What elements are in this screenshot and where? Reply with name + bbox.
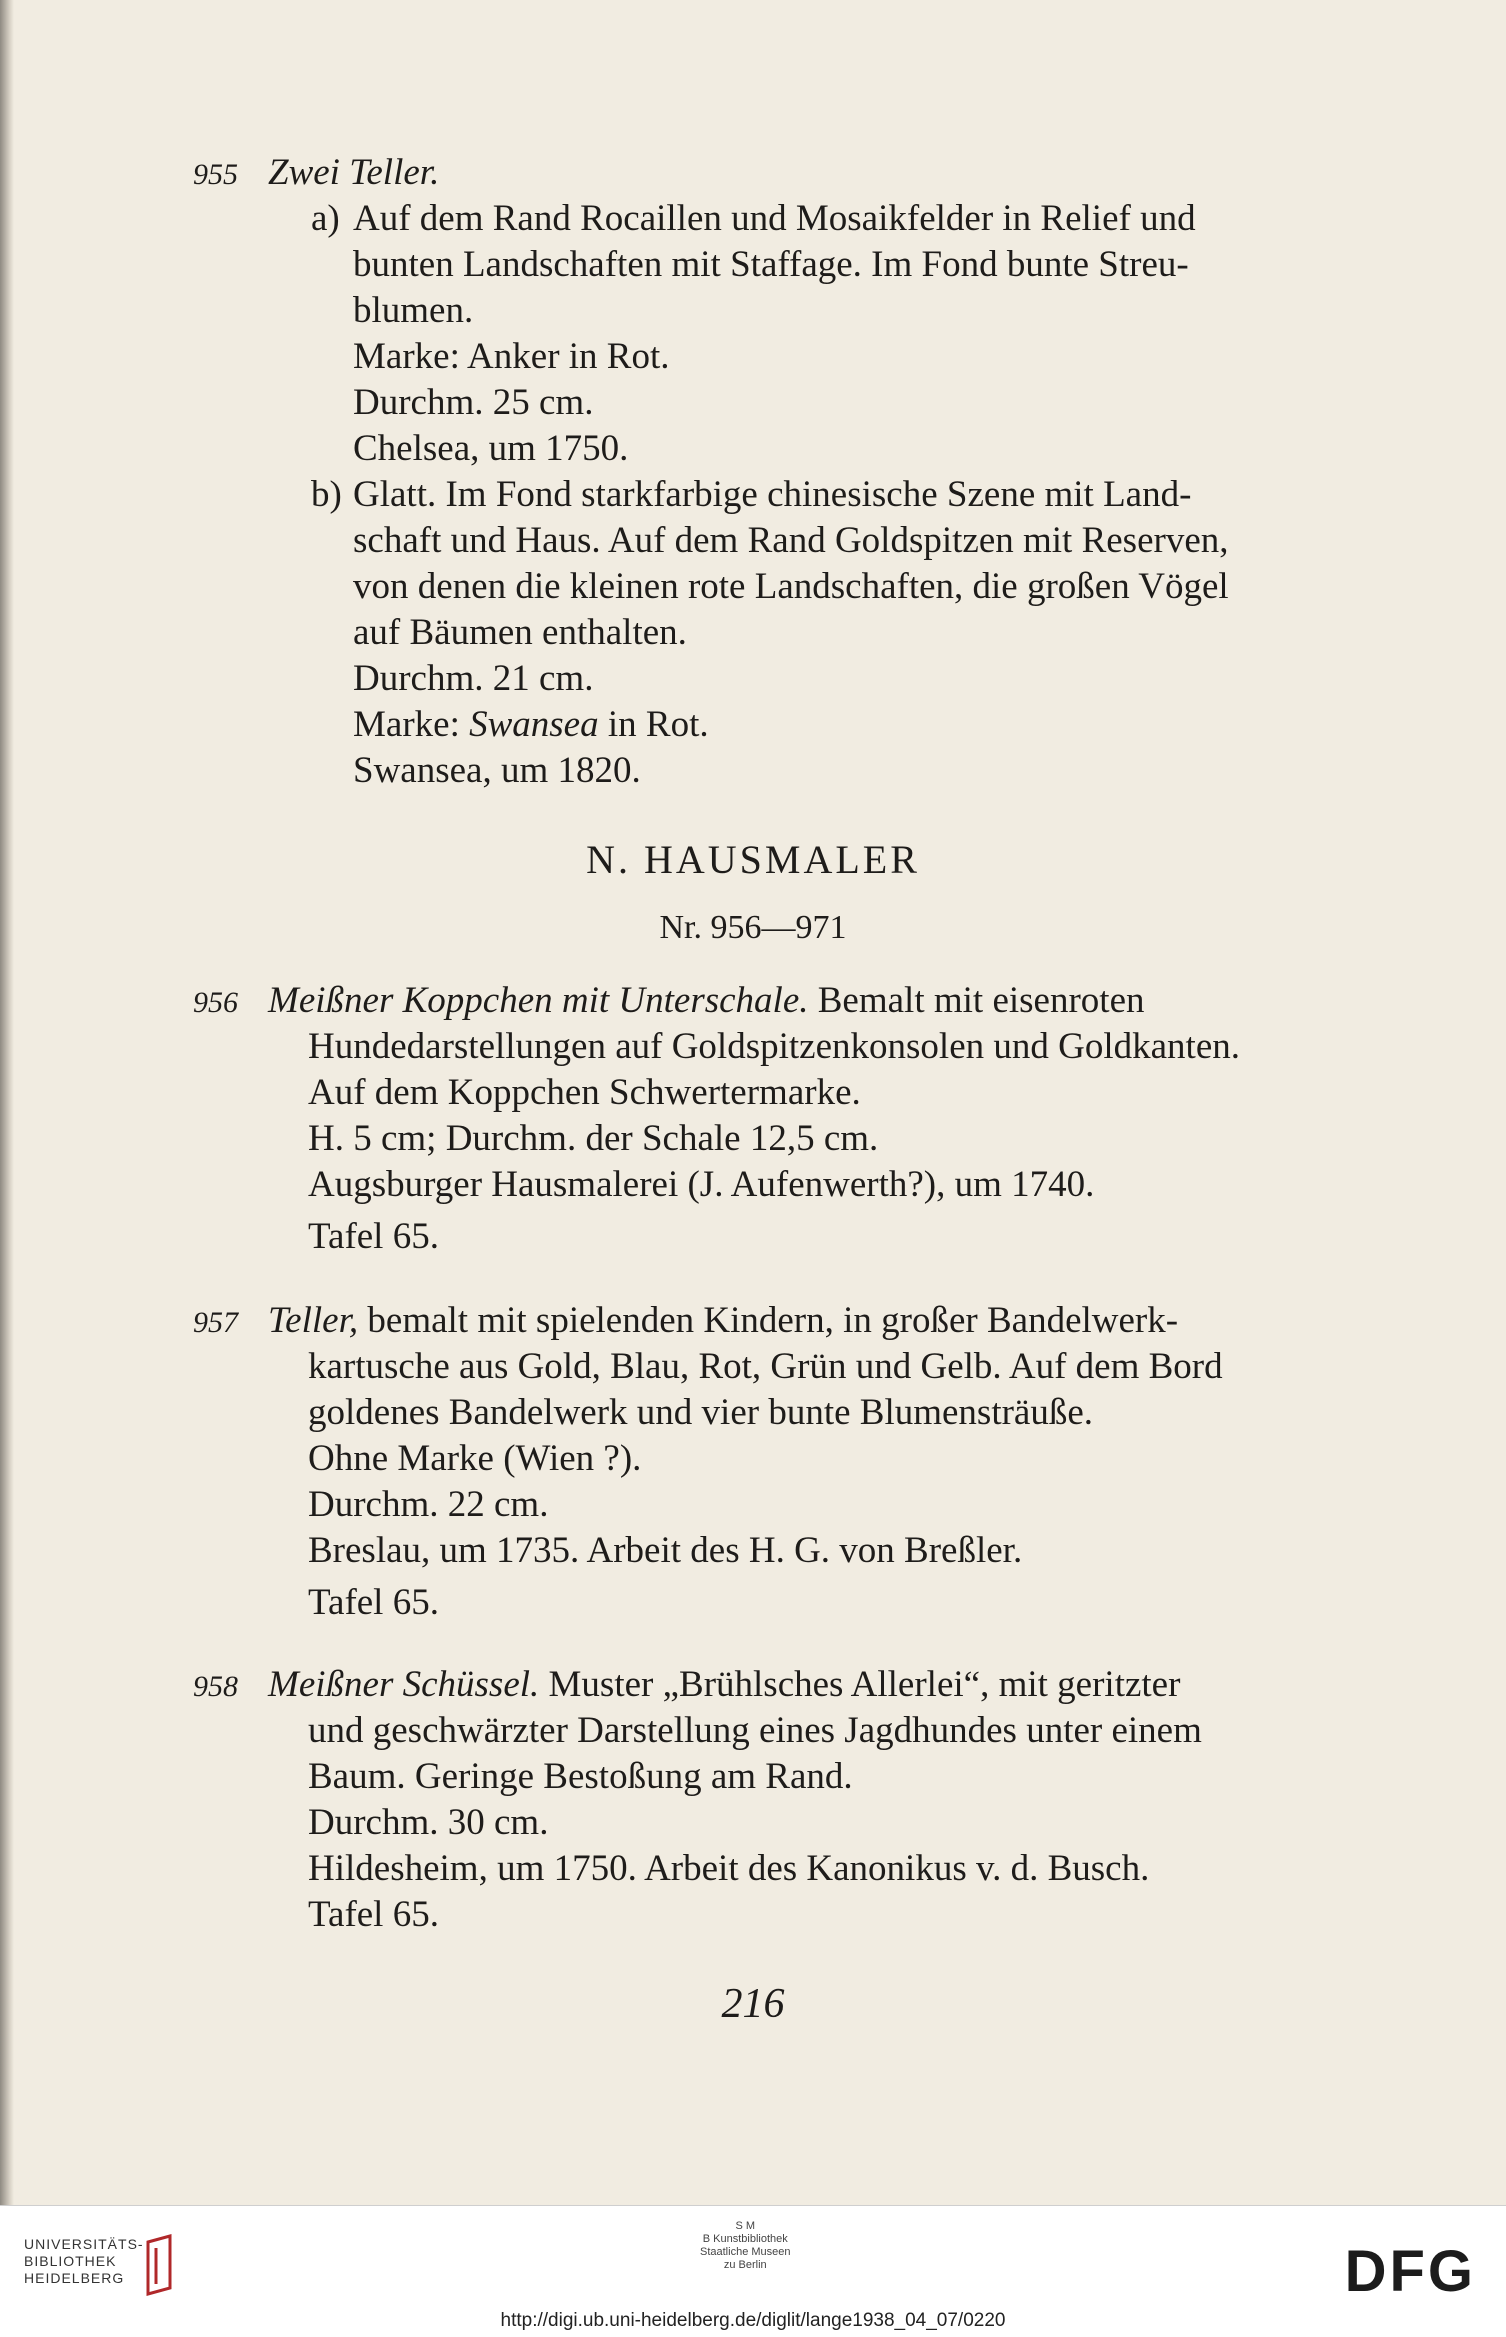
entry-958: [193, 1662, 1268, 1938]
entry-number: 955: [193, 158, 238, 191]
kunstbibliothek-logo: [700, 2220, 791, 2272]
center-line: Staatliche Museen: [700, 2246, 791, 2258]
entry-title: Teller,: [268, 1300, 359, 1341]
text-line: von denen die kleinen rote Landschaften, die großen Vögel: [353, 566, 1229, 607]
text-line: Durchm. 21 cm.: [353, 658, 594, 699]
marke-prefix: Marke:: [353, 704, 470, 745]
sub-letter: a): [311, 198, 340, 239]
marke-italic: Swansea: [469, 704, 599, 745]
text-line: blumen.: [353, 290, 474, 331]
entry-first-rest: Muster „Brühlsches Allerlei“, mit geritzter: [539, 1664, 1181, 1705]
text-line: schaft und Haus. Auf dem Rand Goldspitzen mit Reserven,: [353, 520, 1229, 561]
library-logo-icon: [142, 2234, 176, 2296]
section-heading: N. HAUSMALER: [586, 837, 920, 882]
text-line: Ohne Marke (Wien ?).: [308, 1438, 642, 1479]
library-line: HEIDELBERG: [24, 2270, 125, 2286]
entry-956: [193, 978, 1268, 1260]
text-line: Durchm. 25 cm.: [353, 382, 594, 423]
text-line: Auf dem Koppchen Schwertermarke.: [308, 1072, 861, 1113]
entry-first-rest: Bemalt mit eisenroten: [808, 980, 1145, 1021]
dfg-logo[interactable]: DFG: [1344, 2239, 1476, 2304]
entry-title: Zwei Teller.: [268, 152, 440, 193]
entry-title: Meißner Schüssel.: [268, 1664, 540, 1705]
text-line: Baum. Geringe Bestoßung am Rand.: [308, 1756, 853, 1797]
library-logo-text[interactable]: [24, 2236, 144, 2287]
entry-number: 957: [193, 1306, 238, 1339]
section-range: Nr. 956—971: [659, 909, 847, 946]
entry-number: 958: [193, 1670, 238, 1703]
text-line: Chelsea, um 1750.: [353, 428, 629, 469]
footer-bar: [0, 2205, 1506, 2337]
text-line: Glatt. Im Fond starkfarbige chinesische Szene mit Land-: [353, 474, 1192, 515]
marke-line: [353, 702, 1268, 748]
entry-first-line: [268, 1662, 1268, 1708]
entry-first-line: [268, 1298, 1268, 1344]
text-line: Hildesheim, um 1750. Arbeit des Kanonikus v. d. Busch.: [308, 1848, 1150, 1889]
sub-entry-a: [311, 196, 1268, 472]
center-line: S M: [735, 2220, 756, 2232]
text-line: bunten Landschaften mit Staffage. Im Fond bunte Streu-: [353, 244, 1189, 285]
text-line: Durchm. 30 cm.: [308, 1802, 549, 1843]
entry-957: [193, 1298, 1268, 1626]
text-line: Augsburger Hausmalerei (J. Aufenwerth?), um 1740.: [308, 1164, 1095, 1205]
entry-first-rest: bemalt mit spielenden Kindern, in großer Bandelwerk-: [358, 1300, 1179, 1341]
text-line: und geschwärzter Darstellung eines Jagdhundes unter einem: [308, 1710, 1202, 1751]
text-line: Durchm. 22 cm.: [308, 1484, 549, 1525]
entry-title: Meißner Koppchen mit Unterschale.: [268, 980, 809, 1021]
text-line: auf Bäumen enthalten.: [353, 612, 687, 653]
text-line: Marke: Anker in Rot.: [353, 336, 670, 377]
library-line: BIBLIOTHEK: [24, 2253, 117, 2269]
entry-number: 956: [193, 986, 238, 1019]
plate-ref: Tafel 65.: [308, 1894, 439, 1935]
marke-suffix: in Rot.: [598, 704, 709, 745]
center-line: zu Berlin: [723, 2259, 767, 2271]
text-line: kartusche aus Gold, Blau, Rot, Grün und Gelb. Auf dem Bord: [308, 1346, 1223, 1387]
plate-ref: Tafel 65.: [308, 1582, 439, 1623]
entry-955: [193, 150, 1268, 794]
page-spine-shadow: [0, 0, 14, 2205]
library-line: UNIVERSITÄTS-: [24, 2236, 144, 2252]
permalink-url[interactable]: http://digi.ub.uni-heidelberg.de/diglit/lange1938_04_07/0220: [500, 2310, 1006, 2331]
entry-first-line: [268, 978, 1268, 1024]
text-line: Breslau, um 1735. Arbeit des H. G. von Breßler.: [308, 1530, 1023, 1571]
plate-ref: Tafel 65.: [308, 1216, 439, 1257]
text-line: goldenes Bandelwerk und vier bunte Blumensträuße.: [308, 1392, 1094, 1433]
text-line: Auf dem Rand Rocaillen und Mosaikfelder in Relief und: [353, 198, 1196, 239]
page-number: 216: [721, 1981, 785, 2027]
text-line: Hundedarstellungen auf Goldspitzenkonsolen und Goldkanten.: [308, 1026, 1240, 1067]
sub-letter: b): [311, 474, 342, 515]
text-line: Swansea, um 1820.: [353, 750, 641, 791]
center-line: B Kunstbibliothek: [702, 2233, 788, 2245]
sub-entry-b: [311, 472, 1268, 794]
text-line: H. 5 cm; Durchm. der Schale 12,5 cm.: [308, 1118, 879, 1159]
